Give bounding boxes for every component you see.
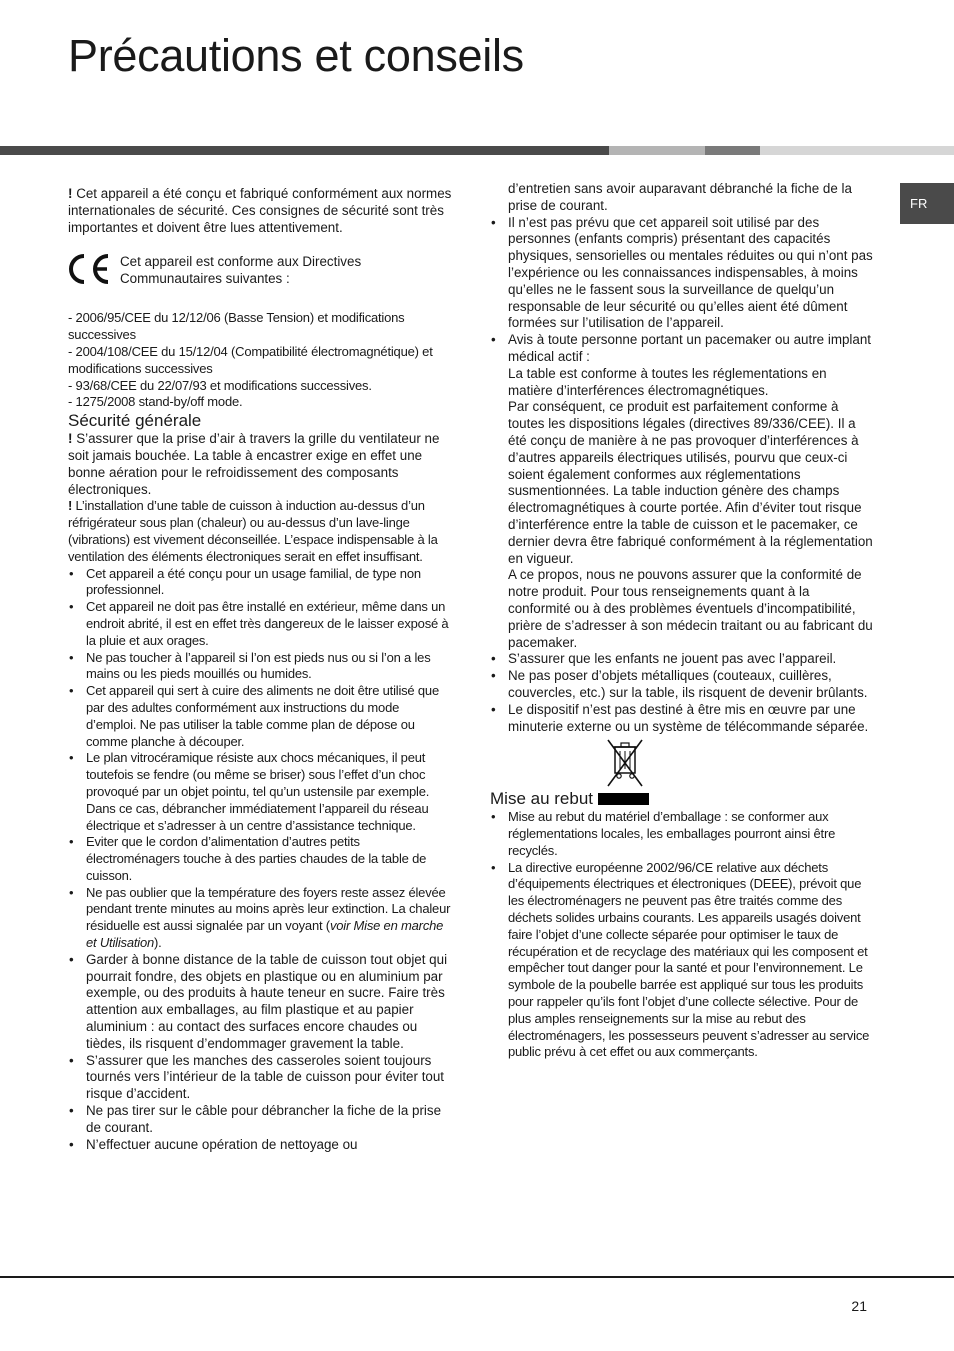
list-item: • Il n’est pas prévu que cet appareil soit utilisé par des personnes (enfants compris) présentant des capacités physiques, sensorielles ou mentales réduites ou qui n’ont pas l’expérience ou les connaissances indispensables, à moins qu’elles ne le fassent sous la surveillance de quelqu’un responsable de leur sécurité ou qu’elles aient été dûment formées sur l’utilisation de l’appareil. (490, 215, 874, 333)
list-item: • Le dispositif n’est pas destiné à être mis en œuvre par une minuterie externe ou un système de télécommande séparée. (490, 702, 874, 736)
list-item: • Ne pas poser d’objets métalliques (couteaux, cuillères, couvercles, etc.) sur la table, ils risquent de devenir brûlants. (490, 668, 874, 702)
list-item (68, 885, 452, 952)
right-bullets-after (490, 651, 874, 735)
list-item-text: Ne pas oublier que la température des foyers reste assez élevée pendant trente minutes au moins après leur extinction. La chaleur résiduelle est aussi signalée par un voyant ( (86, 884, 451, 934)
directives-list (68, 310, 452, 411)
header-bar-accent (705, 146, 760, 155)
list-item: • Cet appareil qui sert à cuire des aliments ne doit être utilisé que par des adultes conformément aux instructions du mode d’emploi. Ne pas utiliser la table comme plan de dépose ou comme planche à découper. (68, 683, 452, 750)
left-column (68, 186, 452, 1153)
securite-text: L’installation d’une table de cuisson à induction au-dessus d’un réfrigérateur sous plan (chaleur) ou au-dessus d’un lave-linge (vibrations) est vivement déconseillée. L’espace indispensable à la ventilation des éléments électroniques serait en effet insuffisant. (68, 498, 438, 564)
warning-mark: ! (68, 186, 73, 201)
list-item: • S’assurer que les manches des casseroles soient toujours tournés vers l’intérieur de la table de cuisson pour éviter tout risque d’accident. (68, 1053, 452, 1103)
list-item: • Ne pas tirer sur le câble pour débrancher la fiche de la prise de courant. (68, 1103, 452, 1137)
securite-paragraph (68, 431, 452, 498)
pacemaker-paragraph: A ce propos, nous ne pouvons assurer que la conformité de notre produit. Pour tous renseignements quant à la conformité ou à des problèmes éventuels d’incompatibilité, prière de s’adresser à son médecin traitant ou au fabricant du pacemaker. (508, 567, 873, 650)
list-item: • Avis à toute personne portant un pacemaker ou autre implant médical actif : (490, 332, 874, 366)
intro-paragraph (68, 186, 452, 236)
language-tab-label: FR (910, 196, 928, 211)
header-bar-dark (0, 146, 609, 155)
securite-text: S’assurer que la prise d’air à travers la grille du ventilateur ne soit jamais bouchée. La table à encastrer exige en effet une bonne aération pour le refroidissement des composants électroniques. (68, 431, 440, 497)
ce-text (120, 253, 361, 287)
warning-mark: ! (68, 431, 73, 447)
directive-item: - 2006/95/CEE du 12/12/06 (Basse Tension) et modifications successives (68, 310, 405, 343)
ce-conformity (68, 253, 452, 287)
ce-text-line: Communautaires suivantes : (120, 271, 290, 287)
language-tab (900, 183, 954, 224)
directive-item: - 93/68/CEE du 22/07/93 et modifications successives. (68, 377, 372, 393)
pacemaker-paragraph: La table est conforme à toutes les réglementations en matière d’interférences électromagnétiques. (508, 365, 827, 398)
rebut-bar (598, 793, 649, 805)
list-item: • Ne pas toucher à l’appareil si l’on est pieds nus ou si l’on a les mains ou les pieds mouillés ou humides. (68, 650, 452, 684)
header-bar-light (760, 146, 954, 155)
securite-paragraph (68, 498, 452, 565)
list-item: • Mise au rebut du matériel d’emballage : se conformer aux réglementations locales, les emballages pourront ainsi être recyclés. (490, 809, 874, 859)
list-item-text: ). (154, 935, 162, 951)
right-column (490, 181, 874, 1061)
warning-mark: ! (68, 498, 73, 514)
crossed-out-bin-icon (605, 737, 645, 789)
directive-item: - 2004/108/CEE du 15/12/04 (Compatibilité électromagnétique) et modifications successives (68, 343, 433, 376)
header-bar-mid (609, 146, 705, 155)
directive-item: - 1275/2008 stand-by/off mode. (68, 394, 243, 410)
intro-text: Cet appareil a été conçu et fabriqué conformément aux normes internationales de sécurité. Ces consignes de sécurité sont très importantes et doivent être lues attentivement. (68, 186, 452, 235)
section-heading-securite: Sécurité générale (68, 411, 202, 431)
page-number: 21 (851, 1298, 867, 1314)
right-bullets (490, 215, 874, 366)
continuation-paragraph: d’entretien sans avoir auparavant débranché la fiche de la prise de courant. (508, 181, 852, 213)
list-item: • N’effectuer aucune opération de nettoyage ou (68, 1137, 452, 1154)
list-item: • Cet appareil a été conçu pour un usage familial, de type non professionnel. (68, 566, 452, 600)
pacemaker-paragraph: Par conséquent, ce produit est parfaitement conforme à toutes les dispositions légales (directives 89/336/CEE). Il a été conçu de manière à ne pas provoquer d’interférences à d’autres appareils électriques utilisés, pourvu que ceux-ci soient également conformes aux réglementations susmentionnées. La table induction génère des champs électromagnétiques à courte portée. Afin d’éviter tout risque d’interférence entre la table de cuisson et le pacemaker, ce dernier devra être fabriqué conformément à la réglementation en vigueur. (508, 399, 873, 566)
securite-bullets (68, 566, 452, 952)
footer-rule (0, 1276, 954, 1278)
page-title: Précautions et conseils (68, 30, 524, 81)
securite-bullets-large (68, 952, 452, 1154)
list-item: • Eviter que le cordon d’alimentation d’autres petits électroménagers touche à des parties chaudes de la table de cuisson. (68, 834, 452, 884)
ce-text-line: Cet appareil est conforme aux Directives (120, 254, 362, 270)
cross-reference: voir Mise en marche et Utilisation (86, 918, 444, 951)
list-item: • Cet appareil ne doit pas être installé en extérieur, même dans un endroit abrité, il est en effet très dangereux de le laisser exposé à la pluie et aux orages. (68, 599, 452, 649)
list-item: • La directive européenne 2002/96/CE relative aux déchets d’équipements électriques et électroniques (DEEE), prévoit que les électroménagers ne peuvent pas être traités comme des déchets solides urbains courants. Les appareils usagés doivent faire l’objet d’une collecte séparée pour optimiser le taux de récupération et de recyclage des matériaux qui les composent et empêcher tout danger pour la santé et pour l’environnement. Le symbole de la poubelle barrée est appliqué sur tous les produits pour rappeler qu’ils font l’objet d’une collecte sélective. Pour de plus amples renseignements sur la mise au rebut des électroménagers, les possesseurs peuvent s’adresser au service public prévu à cet effet ou aux commerçants. (490, 860, 874, 1062)
section-heading-rebut (490, 789, 874, 809)
list-item: • Le plan vitrocéramique résiste aux chocs mécaniques, il peut toutefois se fendre (ou même se briser) sous l’effet d’un choc provoqué par un objet pointu, tel qu’un ustensile par exemple. Dans ce cas, débrancher immédiatement l’appareil du réseau électrique et s’adresser à un centre d’assistance technique. (68, 750, 452, 834)
list-item: • Garder à bonne distance de la table de cuisson tout objet qui pourrait fondre, des objets en plastique ou en aluminium par exemple, ou des produits à haute teneur en sucre. Faire très attention aux emballages, au film plastique et au papier aluminium : au contact des surfaces encore chaudes ou tièdes, ils risquent d’endommager gravement la table. (68, 952, 452, 1053)
ce-mark-icon (68, 253, 112, 285)
rebut-bullets (490, 809, 874, 1061)
list-item: • S’assurer que les enfants ne jouent pas avec l’appareil. (490, 651, 874, 668)
section-heading-text: Mise au rebut (490, 789, 593, 809)
